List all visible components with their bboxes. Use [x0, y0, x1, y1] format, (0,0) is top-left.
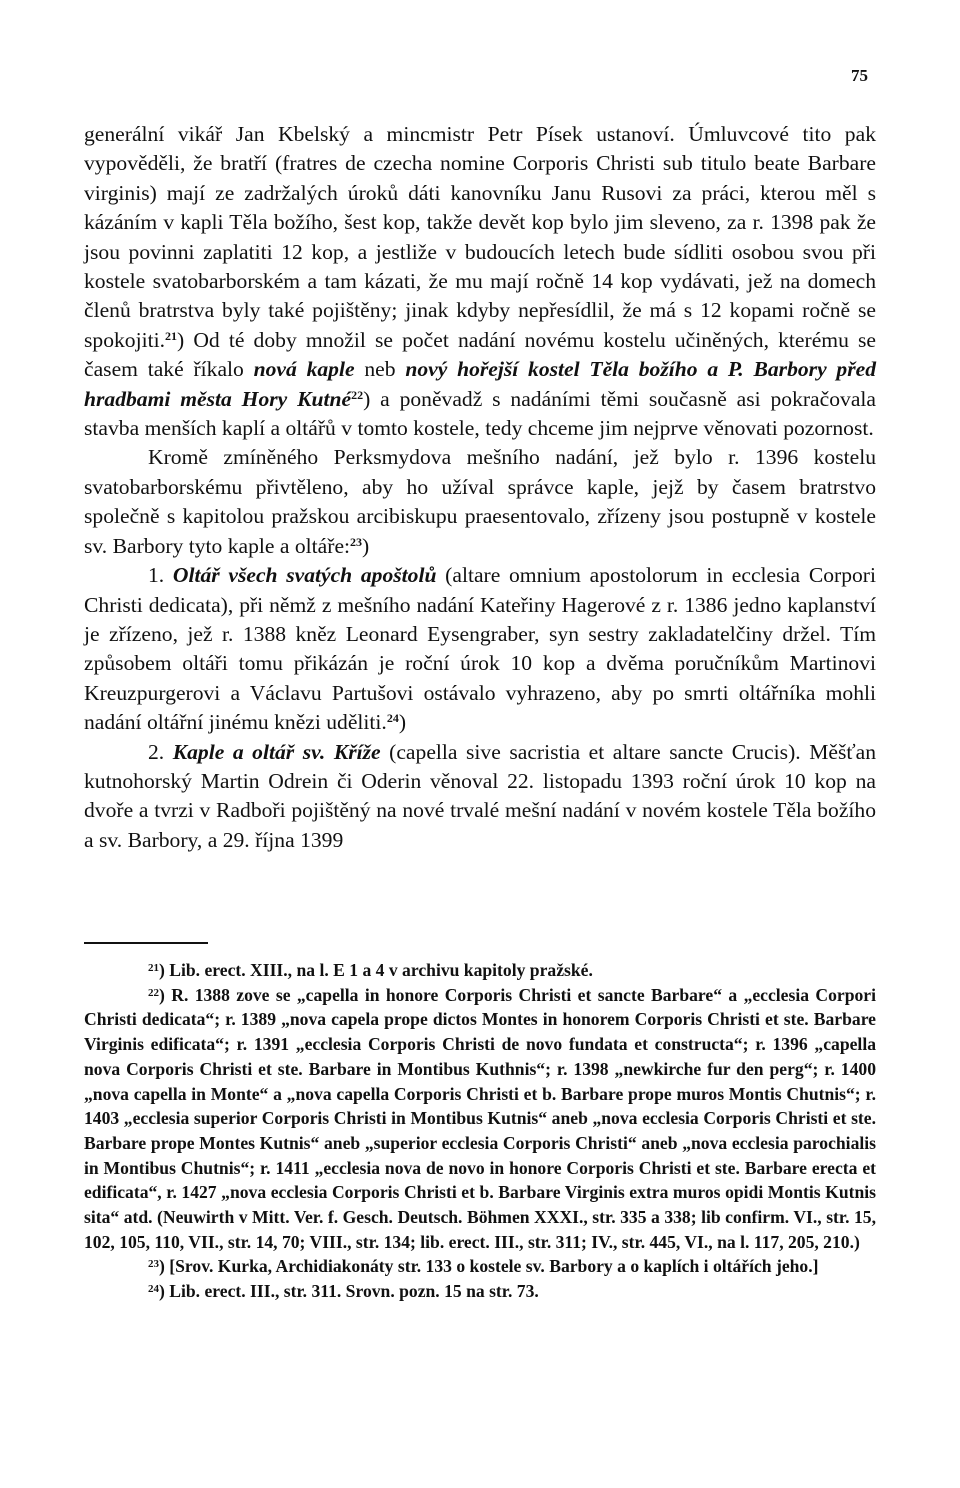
paragraph-3: [84, 561, 876, 737]
footnote-mark: 24: [148, 1283, 159, 1296]
item-heading: Oltář všech svatých apoštolů: [172, 563, 437, 588]
item-number: 2.: [148, 739, 173, 764]
footnote-divider: [84, 942, 208, 944]
footnote-23: [84, 1254, 876, 1279]
text-run: neb: [354, 357, 406, 382]
paragraph-2: [84, 443, 876, 561]
footnote-ref-22: 22: [351, 387, 364, 402]
footnote-text: ) Lib. erect. XIII., na l. E 1 a 4 v archivu kapitoly pražské.: [159, 960, 593, 980]
footnote-ref-23: 23: [350, 534, 363, 549]
text-run: Kromě zmíněného Perksmydova mešního nadání, jež bylo r. 1396 kostelu svatobarborskému přivtěleno, aby ho užíval správce kaple, jejž by časem bratrstvo společně s kapitolou pražskou arcibiskupu praesentovalo, zřízeny jsou postupně v kostele sv. Barbory tyto kaple a oltáře:: [84, 445, 876, 558]
text-run: ) a poněvadž s nadáními těmi současně asi pokračovala stavba menších kaplí a oltářů v tomto kostele, tedy chceme jim nejprve věnovati pozornost.: [84, 386, 876, 441]
item-heading: Kaple a oltář sv. Kříže: [172, 739, 381, 764]
footnote-text: ) Lib. erect. III., str. 311. Srovn. pozn. 15 na str. 73.: [159, 1281, 539, 1302]
paragraph-1: [84, 120, 876, 443]
footnote-21: [84, 958, 876, 983]
footnote-24: [84, 1279, 876, 1304]
text-run: (capella sive sacristia et altare sancte Crucis). Měšťan kutnohorský Martin Odrein či Oderin věnoval 22. listopadu 1393 roční úrok 10 kop na dvoře a tvrzi v Radboři pojištěný na nové trvalé mešní nadání v novém kostele Těla božího a sv. Barbory, a 29. října 1399: [84, 739, 876, 852]
text-run: (altare omnium apostolorum in ecclesia Corpori Christi dedicata), při němž z mešního nadání Kateřiny Hagerové z r. 1386 jedno kaplanství je zřízeno, jež r. 1388 kněz Leonard Eysengraber, syn sestry zakladatelčiny držel. Tím způsobem oltáři tomu přikázán je roční úrok 10 kop a dvěma poručníkům Martinovi Kreuzpurgerovi a Václavu Partušovi ostávalo vyhrazeno, aby po smrti oltářníka mohli nadání oltářní jinému knězi uděliti.: [84, 563, 876, 735]
footnote-mark: 23: [148, 1258, 159, 1271]
text-run: ): [398, 710, 407, 735]
footnote-22: [84, 983, 876, 1255]
text-run: ): [362, 533, 370, 558]
text-run: generální vikář Jan Kbelský a mincmistr Petr Písek ustanoví. Úmluvcové tito pak vypověděli, že bratří (fratres de czecha nomine Corporis Christi sub titulo beate Barbare virginis) mají ze zadržalých úroků dáti kanovníku Janu Rusovi za práci, kterou měl s kázáním v kapli Těla božího, šest kop, takže devět kop bylo jim sleveno, za r. 1398 pak že jsou povinni zaplatiti 12 kop, a jestliže v budoucích letech bude sídliti osobou svou při kostele svatobarborském a tam kázati, že mu mají ročně 14 kop vydávati, jež na domech členů bratrstva byly také pojištěny; jinak kdyby nepřesídlil, že má s 12 kopami ročně se spokojiti.: [84, 122, 876, 352]
emphasis-nova-kaple: nová kaple: [253, 357, 355, 382]
footnote-ref-21: 21: [165, 328, 177, 343]
main-text: [84, 120, 876, 855]
footnote-ref-24: 24: [386, 711, 399, 726]
item-number: 1.: [148, 563, 173, 588]
footnote-text: ) [Srov. Kurka, Archidiakonáty str. 133 o kostele sv. Barbory a o kaplích i oltářích jeho.]: [159, 1256, 819, 1277]
footnote-text: ) R. 1388 zove se „capella in honore Corporis Christi et sancte Barbare“ a „ecclesia Corpori Christi dedicata“; r. 1389 „nova capela prope dictos Montes in honorem Corporis Christi et ste. Barbare Virginis edificata“; r. 1391 „ecclesia Corporis Christi de novo fundata et constructa“; r. 1396 „capella nova Corporis Christi et ste. Barbare in Montibus Kuthnis“; r. 1398 „newkirche fur den perg“; r. 1400 „nova capella in Monte“ a „nova capella Corporis Christi et b. Barbare prope muros Montis Chutnis“; r. 1403 „ecclesia superior Corporis Christi in Montibus Kutnis“ aneb „nova ecclesia Corporis Christi et ste. Barbare prope Montes Kutnis“ aneb „superior ecclesia Corporis Christi“ aneb „nova ecclesia parochialis in Montibus Chutnis“; r. 1411 „ecclesia nova de novo in honore Corporis Christi et ste. Barbare erecta et edificata“, r. 1427 „nova ecclesia Corporis Christi et b. Barbare Virginis extra muros opidi Montis Kutnis sita“ atd. (Neuwirth v Mitt. Ver. f. Gesch. Deutsch. Böhmen XXXI., str. 335 a 338; lib confirm. VI., str. 15, 102, 105, 110, VII., str. 14, 70; VIII., str. 134; lib. erect. III., str. 311; IV., str. 445, VI., na l. 117, 205, 210.): [84, 984, 876, 1252]
footnote-mark: 22: [148, 986, 159, 999]
page-number: 75: [851, 66, 868, 85]
paragraph-4: [84, 738, 876, 856]
text-run: ) Od té doby množil se počet nadání novému kostelu učiněných, kterému se časem také říkalo: [84, 327, 876, 382]
footnote-mark: 21: [148, 962, 159, 974]
emphasis-church-name: nový hořejší kostel Těla božího a P. Barbory před hradbami města Hory Kutné: [84, 357, 877, 411]
footnotes: [84, 958, 876, 1304]
